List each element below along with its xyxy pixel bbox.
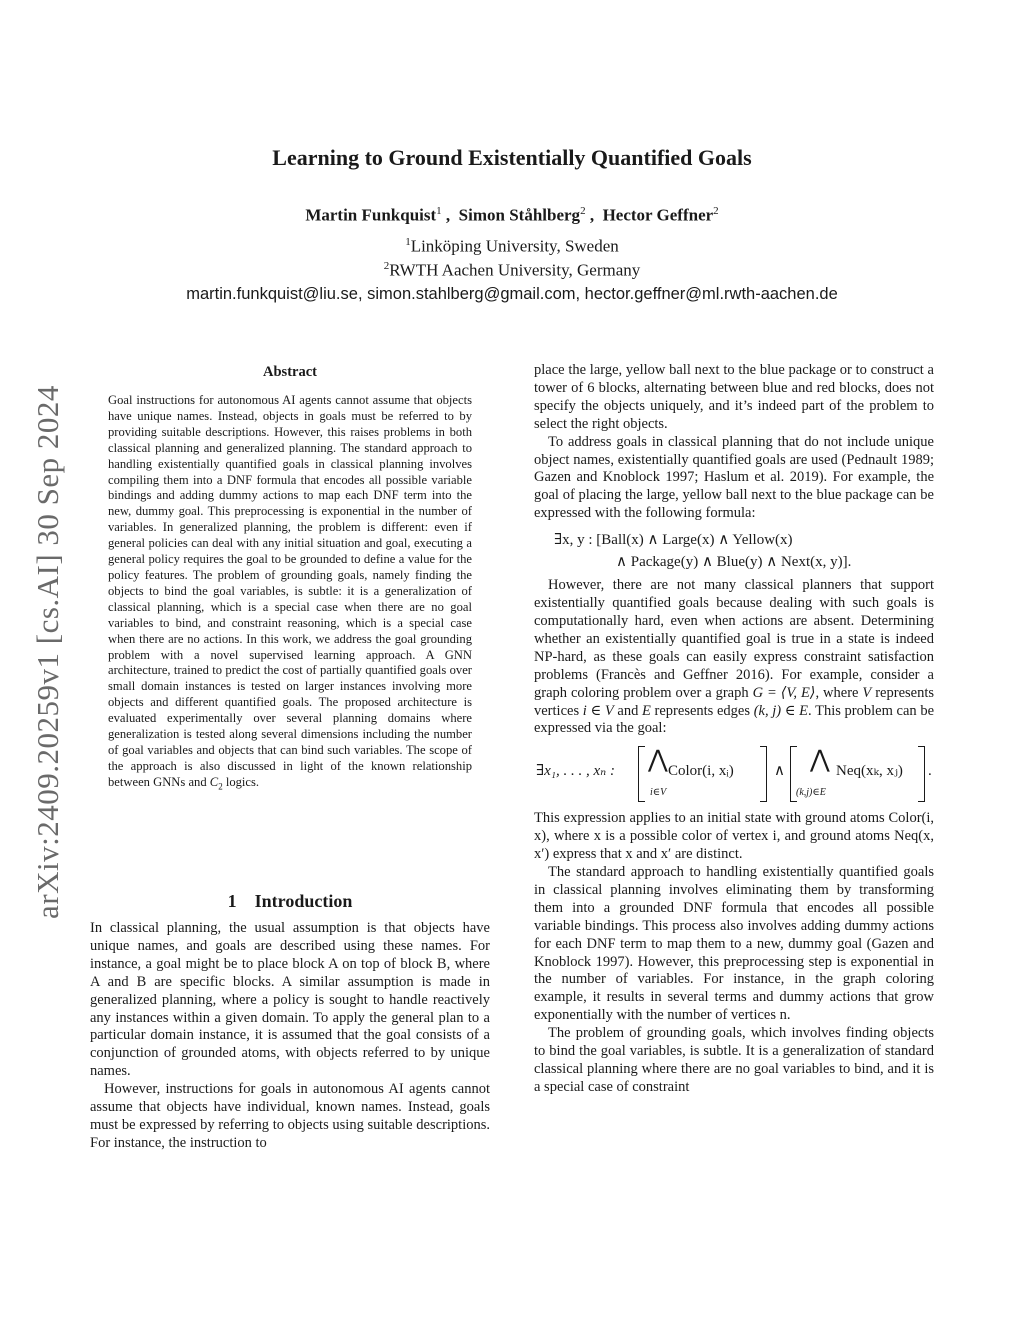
paragraph: However, there are not many classical planners that support existentially quantified goals because dealing with such goals is computationally hard, even when actions are absent. Determining whether an existentially quantified goal is true in a state is indeed NP-hard, as these goals can easily express constraint satisfaction problems (Francès and Geffner 2016). For example, consider a graph coloring problem over a graph G = ⟨V, E⟩, where V represents vertices i ∈ V and E represents edges (k, j) ∈ E. This problem can be expressed via the goal: — [534, 577, 935, 737]
arxiv-stamp: arXiv:2409.20259v1 [cs.AI] 30 Sep 2024 — [30, 385, 65, 919]
author-affil-mark: 2 — [713, 205, 719, 217]
right-bracket — [918, 746, 925, 802]
author-name: Martin Funkquist — [305, 205, 437, 225]
abstract-text: Goal instructions for autonomous AI agents cannot assume that objects have unique names. Instead, objects in goals must be referred to by providing suitable descriptions. However, this raises problems in both classical planning and generalized planning. The standard approach to handling existentially quantified goals in classical planning involves compiling them into a DNF formula that encodes all possible variable bindings and adding dummy actions to map each DNF term into the new, dummy goal. This preprocessing is exponential in the number of variables. In generalized planning, the problem is different: even if general policies can deal with any initial situation and goal, executing a general policy requires the goal to be grounded to define a value for the policy features. The problem of grounding goals, namely finding the objects to bind the goal variables, is subtle: it is a generalization of classical planning, which is a special case when there are no goal variables to bind, and constraint reasoning, which is a special case when there are no actions. In this work, we address the goal grounding problem with a novel supervised learning approach. A GNN architecture, trained to predict the cost of partially quantified goals over small domain instances is tested on larger instances involving more objects and different quantified goals. The proposed architecture is evaluated experimentally over several planning domains where generalization is tested along several dimensions including the number of goal variables and objects that can bind such variables. The scope of the approach is also discussed in light of the known relationship between GNNs and $C_2$ logics. — [108, 393, 472, 792]
formula-ball-package: ∃x, y : [Ball(x) ∧ Large(x) ∧ Yellow(x) ∧ Package(y) ∧ Blue(y) ∧ Next(x, y)]. — [554, 532, 852, 571]
author-name: Hector Geffner — [602, 205, 714, 225]
formula-graph-coloring: ∃x₁, . . . , xₙ : ⋀ i∈V Color(i, xᵢ) ∧ ⋀ (k,j)∈E Neq(xₖ, xⱼ) . — [534, 746, 934, 804]
abstract-heading: Abstract — [263, 364, 317, 380]
paragraph: The problem of grounding goals, which involves finding objects to bind the goal variables, is subtle. It is a generalization of standard classical planning where there are no goal variables to bind, and it is a special case of constraint — [534, 1025, 934, 1095]
big-wedge-symbol: ⋀ — [648, 747, 668, 774]
right-bracket — [760, 746, 767, 802]
author-affil-mark: 2 — [580, 205, 586, 217]
affiliation: $^2$RWTH Aachen University, Germany — [383, 260, 641, 280]
paragraph: In classical planning, the usual assumption is that objects have unique names, and goals are described using these names. For instance, a goal might be to place block A on top of block B, where A and B are specific blocks. A similar assumption is made in generalized planning, where a policy is sought to handle reactively any instances within a given domain. To apply the general plan to a particular domain instance, it is assumed that the goal consists of a conjunction of grounded atoms, with objects referred to by unique names. — [90, 920, 490, 1080]
paragraph: place the large, yellow ball next to the blue package or to construct a tower of 6 blocks, alternating between blue and red blocks, does not specify the objects uniquely, and it’s indeed part of the problem to select the right objects. — [534, 362, 934, 432]
affiliation: $^1$Linköping University, Sweden — [405, 236, 619, 256]
author-affil-mark: 1 — [436, 205, 442, 217]
paragraph: To address goals in classical planning that do not include unique object names, existentially quantified goals are used (Pednault 1989; Gazen and Knoblock 1997; Haslum et al. 2019). For example, the goal of placing the large, yellow ball next to the blue package can be expressed with the following formula: — [534, 433, 934, 522]
right-column-body — [534, 362, 934, 1097]
left-column-body — [90, 920, 490, 1153]
author-emails: martin.funkquist@liu.se, simon.stahlberg@gmail.com, hector.geffner@ml.rwth-aachen.de — [186, 285, 838, 303]
left-bracket — [638, 746, 645, 802]
author-name: Simon Ståhlberg — [458, 205, 581, 225]
paragraph: This expression applies to an initial state with ground atoms Color(i, x), where x is a possible color of vertex i, and ground atoms Neq(x, x′) express that x and x′ are distinct. — [534, 810, 934, 863]
big-wedge-symbol: ⋀ — [810, 747, 830, 774]
paragraph: However, instructions for goals in autonomous AI agents cannot assume that objects have individual, known names. Instead, goals must be expressed by referring to objects using suitable descriptions. For instance, the instruction to — [90, 1081, 490, 1151]
paper-title: Learning to Ground Existentially Quantified Goals — [272, 145, 752, 170]
author-list: Martin Funkquist$^1$ , Simon Ståhlberg$^2$ , Hector Geffner$^2$ — [305, 205, 719, 225]
section-heading: 1 Introduction — [227, 891, 353, 911]
paragraph: The standard approach to handling existentially quantified goals in classical planning involves eliminating them by transforming them into a grounded DNF formula that encodes all possible variable bindings. This process also involves adding dummy actions for each DNF term to map them to a new, dummy goal (Gazen and Knoblock 1997). However, this preprocessing step is exponential in the number of variables. For instance, in the graph coloring example, it results in several terms and dummy actions that grow exponentially with the number of vertices n. — [534, 864, 934, 1024]
